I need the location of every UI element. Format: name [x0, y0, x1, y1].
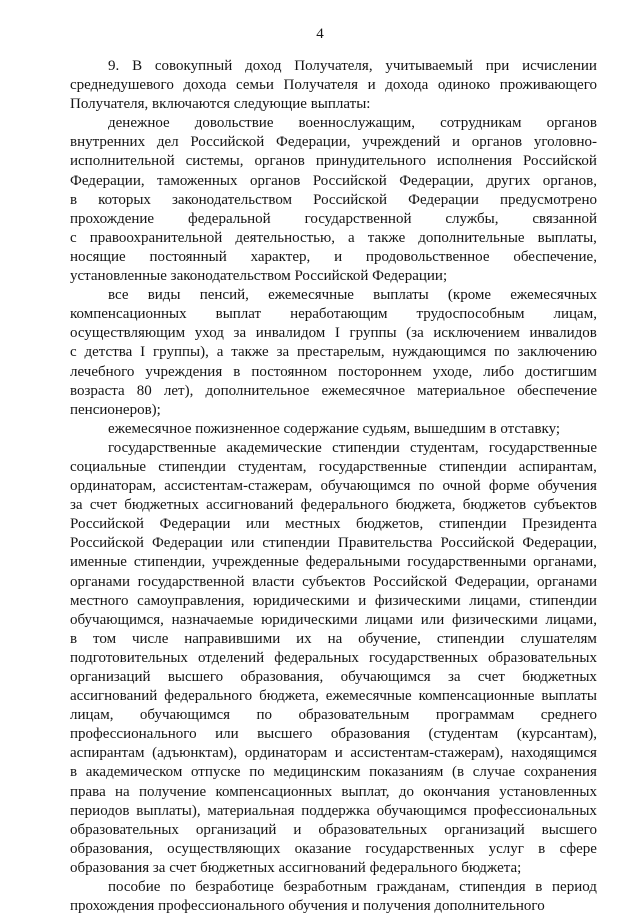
text-line: лечебного учреждения в постоянном постороннем уходе, либо достигшим: [70, 363, 597, 380]
text-line: внутренних дел Российской Федерации, учреждений и органов уголовно-: [70, 134, 597, 151]
text-line: Получателя, включаются следующие выплаты:: [70, 96, 371, 113]
text-line: периодов выплаты), материальная поддержка обучающимся профессиональных: [70, 802, 597, 819]
text-line: осуществляющим уход за инвалидом I группы (за исключением инвалидов: [70, 325, 597, 342]
text-line: пенсионеров);: [70, 401, 161, 418]
text-line: ординаторам, ассистентам-стажерам, обучающимся по очной форме обучения: [70, 478, 597, 495]
text-line: носящие постоянный характер, и продовольственное обеспечение,: [70, 248, 597, 265]
text-line: образовательных организаций и образовательных организаций высшего: [70, 821, 597, 838]
text-line: денежное довольствие военнослужащим, сотрудникам органов: [108, 115, 597, 132]
text-line: лицам, обучающимся по образовательным программам среднего: [70, 707, 597, 724]
text-line: аспирантам (адъюнктам), ординаторам и ассистентам-стажерам), находящимся: [70, 745, 597, 762]
paragraph: [70, 114, 597, 286]
text-line: прохождение федеральной государственной службы, связанной: [70, 210, 597, 227]
text-line: компенсационных выплат неработающим трудоспособным лицам,: [70, 306, 597, 323]
text-line: именные стипендии, учрежденные федеральными государственными органами,: [70, 554, 597, 571]
text-line: профессионального или высшего образования (студентам (курсантам),: [70, 726, 597, 743]
paragraph: [70, 878, 597, 916]
text-line: в академическом отпуске по медицинским показаниям (в случае сохранения: [70, 764, 597, 781]
paragraph: [70, 57, 597, 114]
text-line: с правоохранительной деятельностью, а также дополнительные выплаты,: [70, 229, 597, 246]
text-line: Российской Федерации или стипендии Правительства Российской Федерации,: [70, 535, 597, 552]
text-line: в которых законодательством Российской Федерации предусмотрено: [70, 191, 597, 208]
text-line: исполнительной системы, органов принудительного исполнения Российской: [70, 153, 597, 170]
paragraph: [70, 420, 597, 439]
text-line: права на получение компенсационных выплат, до окончания установленных: [70, 783, 597, 800]
text-line: государственные академические стипендии студентам, государственные: [108, 439, 597, 456]
text-line: все виды пенсий, ежемесячные выплаты (кроме ежемесячных: [108, 287, 597, 304]
paragraph: [70, 286, 597, 420]
text-line: образования, осуществляющих оказание государственных услуг в сфере: [70, 840, 597, 857]
text-line: органами государственной власти субъектов Российской Федерации, органами: [70, 573, 597, 590]
text-line: социальные стипендии студентам, государственные стипендии аспирантам,: [70, 458, 597, 475]
text-line: возраста 80 лет), дополнительное ежемесячное материальное обеспечение: [70, 382, 597, 399]
text-line: организаций высшего образования, обучающимся за счет бюджетных: [70, 669, 597, 685]
page-number: 4: [316, 26, 324, 42]
text-line: образования за счет бюджетных ассигнований федерального бюджета;: [70, 859, 522, 876]
text-line: 9. В совокупный доход Получателя, учитываемый при исчислении: [108, 58, 597, 74]
text-line: прохождения профессионального обучения и получения дополнительного: [70, 898, 545, 915]
text-line: Российской Федерации или местных бюджетов, стипендии Президента: [70, 516, 597, 533]
paragraph: [70, 439, 597, 878]
text-line: Федерации, таможенных органов Российской Федерации, других органов,: [70, 172, 597, 189]
text-line: ассигнований федерального бюджета, ежемесячные компенсационные выплаты: [70, 688, 597, 705]
text-line: за счет бюджетных ассигнований федерального бюджета, бюджетов субъектов: [70, 497, 597, 514]
document-body: [70, 57, 597, 916]
text-line: обучающимся, назначаемые юридическими лицами или физическими лицами,: [70, 611, 597, 628]
text-line: ежемесячное пожизненное содержание судьям, вышедшим в отставку;: [108, 420, 561, 437]
text-line: с детства I группы), а также за престарелым, нуждающимся по заключению: [70, 344, 597, 361]
text-line: пособие по безработице безработным гражданам, стипендия в период: [108, 879, 597, 896]
text-line: установленные законодательством Российской Федерации;: [70, 268, 448, 285]
text-line: подготовительных отделений федеральных государственных образовательных: [70, 649, 597, 666]
text-line: местного самоуправления, юридическими и физическими лицами, стипендии: [70, 592, 597, 609]
text-line: среднедушевого дохода семьи Получателя и дохода одиноко проживающего: [70, 77, 597, 94]
text-line: в том числе направившими их на обучение, стипендии слушателям: [70, 630, 597, 647]
